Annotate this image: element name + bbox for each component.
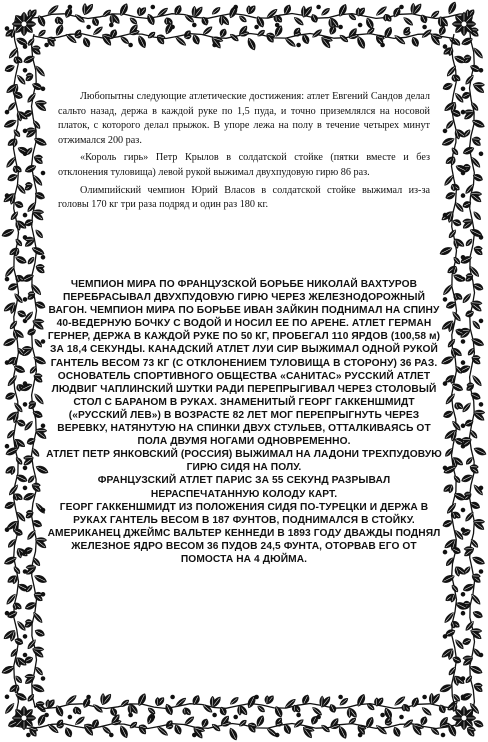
berry-icon xyxy=(68,5,72,9)
berry-icon xyxy=(479,69,483,73)
berry-icon xyxy=(255,695,259,699)
berry-icon xyxy=(443,382,447,386)
berry-icon xyxy=(110,733,114,737)
intro-paragraph: «Король гирь» Петр Крылов в солдатской стойке (пятки вместе и без отклонения туловища) левой рукой выжимал двухпудовую гирю 86 раз. xyxy=(58,152,430,178)
berry-icon xyxy=(23,45,27,49)
berry-icon xyxy=(443,298,447,302)
berry-icon xyxy=(479,403,483,407)
facts-paragraph: ФРАНЦУЗСКИЙ АТЛЕТ ПАРИС ЗА 55 СЕКУНД РАЗРЫВАЛ НЕРАСПЕЧАТАННУЮ КОЛОДУ КАРТ. xyxy=(97,475,391,500)
berry-icon xyxy=(5,277,9,281)
berry-icon xyxy=(443,550,447,554)
berry-icon xyxy=(5,611,9,615)
berry-icon xyxy=(23,403,27,407)
berry-icon xyxy=(358,23,362,27)
berry-icon xyxy=(23,466,27,470)
berry-icon xyxy=(23,550,27,554)
berry-icon xyxy=(297,43,301,47)
intro-section xyxy=(58,90,430,216)
berry-icon xyxy=(275,23,279,27)
berry-icon xyxy=(461,171,465,175)
berry-icon xyxy=(443,635,447,639)
berry-icon xyxy=(41,340,45,344)
berry-icon xyxy=(423,25,427,29)
berry-icon xyxy=(461,528,465,532)
berry-icon xyxy=(461,444,465,448)
berry-icon xyxy=(171,695,175,699)
berry-icon xyxy=(110,23,114,27)
berry-icon xyxy=(461,361,465,365)
berry-icon xyxy=(5,528,9,532)
berry-icon xyxy=(461,424,465,428)
berry-icon xyxy=(461,255,465,259)
berry-icon xyxy=(87,695,91,699)
berry-icon xyxy=(5,361,9,365)
berry-icon xyxy=(297,713,301,717)
berry-icon xyxy=(87,25,91,29)
berry-icon xyxy=(461,677,465,681)
berry-icon xyxy=(461,110,465,114)
berry-icon xyxy=(41,508,45,512)
berry-icon xyxy=(400,715,404,719)
berry-icon xyxy=(423,695,427,699)
berry-icon xyxy=(129,43,133,47)
berry-icon xyxy=(461,695,465,699)
berry-icon xyxy=(213,43,217,47)
berry-icon xyxy=(23,69,27,73)
berry-icon xyxy=(45,43,49,47)
berry-icon xyxy=(27,733,31,737)
berry-icon xyxy=(443,213,447,217)
berry-icon xyxy=(461,87,465,91)
berry-icon xyxy=(255,25,259,29)
berry-icon xyxy=(41,255,45,259)
facts-section xyxy=(46,278,442,566)
berry-icon xyxy=(193,23,197,27)
berry-icon xyxy=(339,695,343,699)
berry-icon xyxy=(441,733,445,737)
berry-icon xyxy=(23,486,27,490)
facts-paragraph: ЧЕМПИОН МИРА ПО ФРАНЦУЗСКОЙ БОРЬБЕ НИКОЛАЙ ВАХТУРОВ ПЕРЕБРАСЫВАЛ ДВУХПУДОВУЮ ГИРЮ ЧЕРЕЗ ЖЕЛЕЗНОДОРОЖНЫЙ ВАГОН. ЧЕМПИОН МИРА ПО БОРЬБЕ ИВАН ЗАЙКИН ПОДНИМАЛ НА СПИНУ 40-ВЕДЕРНУЮ БОЧКУ С ВОДОЙ И НОСИЛ ЕЕ ПО АРЕНЕ. АТЛЕТ ГЕРМАН ГЕРНЕР, ДЕРЖА В КАЖДОЙ РУКЕ ПО 50 КГ, ПРОБЕГАЛ 110 ЯРДОВ (100,58 м) ЗА 18,4 СЕКУНДЫ. КАНАДСКИЙ АТЛЕТ ЛУИ СИР ВЫЖИМАЛ ОДНОЙ РУКОЙ ГАНТЕЛЬ ВЕСОМ 73 КГ (С ОТКЛОНЕНИЕМ ТУЛОВИЩА В СТОРОНУ) 36 РАЗ. xyxy=(47,279,441,369)
berry-icon xyxy=(68,715,72,719)
facts-paragraph: ГЕОРГ ГАККЕНШМИДТ ИЗ ПОЛОЖЕНИЯ СИДЯ ПО-ТУРЕЦКИ И ДЕРЖА В РУКАХ ГАНТЕЛЬ ВЕСОМ В 187 ФУНТОВ, ПОДНИМАЛСЯ В СТОЙКУ. xyxy=(59,501,429,526)
berry-icon xyxy=(23,382,27,386)
berry-icon xyxy=(23,298,27,302)
berry-icon xyxy=(381,43,385,47)
berry-icon xyxy=(41,171,45,175)
corner-rosette-icon xyxy=(461,715,467,721)
berry-icon xyxy=(5,27,9,31)
berry-icon xyxy=(275,733,279,737)
berry-icon xyxy=(151,5,155,9)
intro-paragraph: Олимпийский чемпион Юрий Власов в солдатской стойке выжимал из-за головы 170 кг три раза подряд и один раз 180 кг. xyxy=(58,184,430,211)
berry-icon xyxy=(41,87,45,91)
berry-icon xyxy=(461,593,465,597)
intro-paragraph: Любопытны следующие атлетические достижения: атлет Евгений Сандов делал сальто назад, держа в каждой руке по 1,5 пуда, и точно приземлялся на носовой платок, с которого делал прыжок. В упоре лежа на полу в течение четырех минут отжимался 200 раз. xyxy=(58,91,430,146)
berry-icon xyxy=(23,213,27,217)
berry-icon xyxy=(5,194,9,198)
berry-icon xyxy=(317,715,321,719)
berry-icon xyxy=(23,635,27,639)
berry-icon xyxy=(358,733,362,737)
berry-icon xyxy=(461,340,465,344)
berry-icon xyxy=(479,486,483,490)
berry-icon xyxy=(339,25,343,29)
berry-icon xyxy=(461,508,465,512)
berry-icon xyxy=(5,444,9,448)
berry-icon xyxy=(479,570,483,574)
facts-paragraph: ОСНОВАТЕЛЬ СПОРТИВНОГО ОБЩЕСТВА «САНИТАС» РУССКИЙ АТЛЕТ ЛЮДВИГ ЧАПЛИНСКИЙ ШУТКИ РАДИ ПЕРЕПРЫГИВАЛ ЧЕРЕЗ СТОЛОВЫЙ СТОЛ С БАРАНОМ В РУКАХ. ЗНАМЕНИТЫЙ ГЕОРГ ГАККЕНШМИДТ («РУССКИЙ ЛЕВ») В ВОЗРАСТЕ 82 ЛЕТ МОГ ПЕРЕПРЫГНУТЬ ЧЕРЕЗ ВЕРЕВКУ, НАТЯНУТУЮ НА СПИНКИ ДВУХ СТУЛЬЕВ, ОТТАЛКИВАЯСЬ ОТ ПОЛА ДВУМЯ НОГАМИ ОДНОВРЕМЕННО. xyxy=(51,370,437,448)
berry-icon xyxy=(461,611,465,615)
berry-icon xyxy=(129,713,133,717)
berry-icon xyxy=(41,593,45,597)
berry-icon xyxy=(317,5,321,9)
berry-icon xyxy=(234,715,238,719)
berry-icon xyxy=(381,713,385,717)
berry-icon xyxy=(45,713,49,717)
berry-icon xyxy=(171,25,175,29)
berry-icon xyxy=(23,570,27,574)
berry-icon xyxy=(5,695,9,699)
berry-icon xyxy=(461,194,465,198)
berry-icon xyxy=(443,129,447,133)
berry-icon xyxy=(234,5,238,9)
berry-icon xyxy=(479,152,483,156)
facts-paragraph: АМЕРИКАНЕЦ ДЖЕЙМС ВАЛЬТЕР КЕННЕДИ В 1893 ГОДУ ДВАЖДЫ ПОДНЯЛ ЖЕЛЕЗНОЕ ЯДРО ВЕСОМ 36 ПУДОВ 24,5 ФУНТА, ОТОРВАВ ЕГО ОТ ПОМОСТА НА 4 ДЮЙМА. xyxy=(47,527,441,565)
berry-icon xyxy=(41,677,45,681)
berry-icon xyxy=(41,424,45,428)
corner-rosette-icon xyxy=(21,715,27,721)
corner-rosette-icon xyxy=(21,21,27,27)
berry-icon xyxy=(193,733,197,737)
berry-icon xyxy=(213,713,217,717)
berry-icon xyxy=(400,5,404,9)
berry-icon xyxy=(479,236,483,240)
berry-icon xyxy=(441,23,445,27)
berry-icon xyxy=(443,45,447,49)
berry-icon xyxy=(151,715,155,719)
berry-icon xyxy=(443,466,447,470)
facts-paragraph: АТЛЕТ ПЕТР ЯНКОВСКИЙ (РОССИЯ) ВЫЖИМАЛ НА ЛАДОНИ ТРЕХПУДОВУЮ ГИРЮ СИДЯ НА ПОЛУ. xyxy=(46,449,442,474)
intro-text xyxy=(58,90,430,213)
berry-icon xyxy=(479,653,483,657)
berry-icon xyxy=(479,319,483,323)
berry-icon xyxy=(5,110,9,114)
berry-icon xyxy=(23,129,27,133)
corner-rosette-icon xyxy=(461,21,467,27)
berry-icon xyxy=(23,653,27,657)
